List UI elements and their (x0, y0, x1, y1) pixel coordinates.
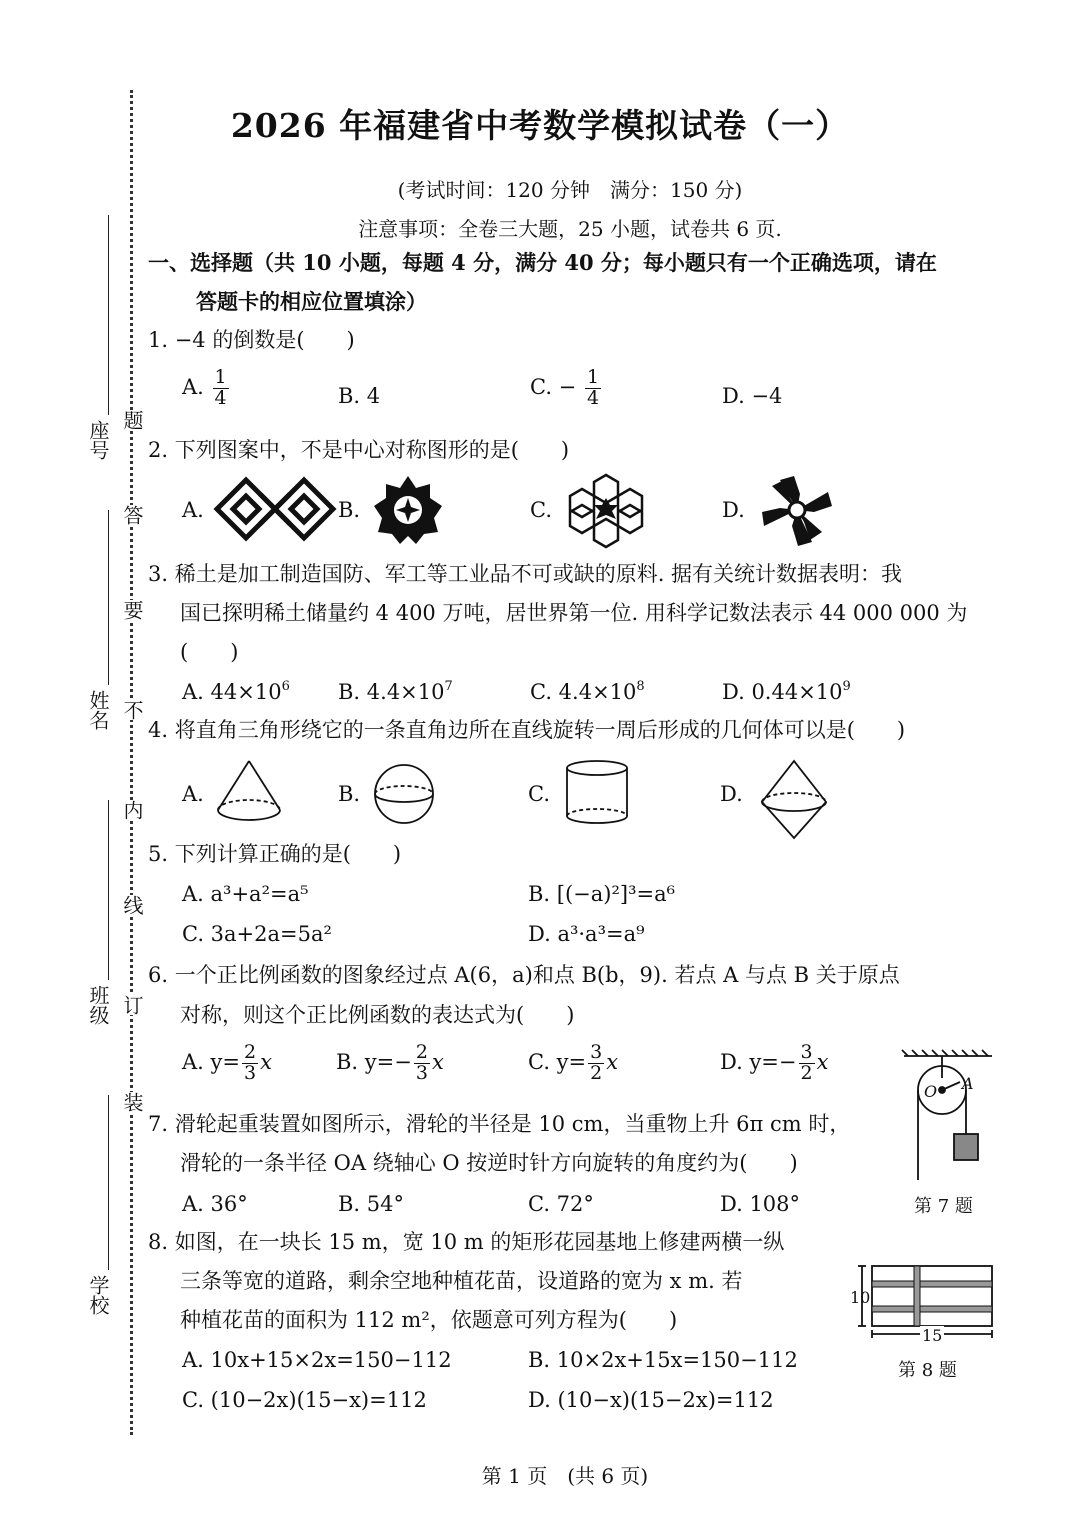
q1-option-c[interactable] (530, 368, 603, 409)
q6-c-label: C. y= (528, 1049, 587, 1074)
q6-a-var: x (260, 1049, 272, 1074)
q3-a-text: A. 44×10 (182, 680, 282, 704)
page-footer: 第 1 页 (共 6 页) (481, 1464, 649, 1488)
q6-option-b[interactable] (336, 1043, 444, 1084)
q6-b-label: B. y=− (336, 1049, 412, 1074)
q4-figure-b-sphere (372, 762, 436, 826)
q6-c-fraction: $\frac{3}{2}$ (590, 1041, 603, 1084)
q7-figure-caption: 第 7 题 (914, 1196, 973, 1217)
question-8-line3: 种植花苗的面积为 112 m²，依题意可列方程为( ) (180, 1308, 678, 1332)
q3-c-text: C. 4.4×10 (530, 680, 637, 704)
q3-option-a[interactable] (182, 680, 290, 704)
q6-a-fraction: $\frac{2}{3}$ (243, 1041, 257, 1084)
section-heading-cont: 答题卡的相应位置填涂） (196, 289, 427, 314)
q1-a-fraction: $\frac{1}{4}$ (214, 366, 227, 409)
question-7-line1: 7. 滑轮起重装置如图所示，滑轮的半径是 10 cm，当重物上升 6π cm 时， (148, 1112, 851, 1136)
question-7-line2: 滑轮的一条半径 OA 绕轴心 O 按逆时针方向旋转的角度约为( ) (180, 1151, 798, 1175)
school-underline (108, 1095, 109, 1270)
warning-char: 答 (118, 505, 147, 525)
q8-figure-caption: 第 8 题 (898, 1360, 957, 1381)
name-label: 姓名 (86, 690, 110, 730)
page-title: 2026 年福建省中考数学模拟试卷（一） (230, 106, 850, 145)
q2-option-c[interactable]: C. (530, 498, 552, 522)
q8-dim-width: 15 (922, 1326, 943, 1345)
q7-label-o: O (924, 1082, 938, 1101)
warning-char: 要 (118, 600, 147, 620)
q8-option-b[interactable]: B. 10×2x+15x=150−112 (528, 1348, 798, 1372)
q6-d-var: x (816, 1049, 829, 1074)
q7-option-b[interactable]: B. 54° (338, 1192, 405, 1216)
q7-option-d[interactable]: D. 108° (720, 1192, 801, 1216)
q5-option-b[interactable]: B. [(−a)²]³=a⁶ (528, 882, 676, 906)
q4-option-a[interactable]: A. (182, 782, 204, 806)
q4-figure-a-cone (214, 758, 284, 824)
q6-b-fraction: $\frac{2}{3}$ (415, 1041, 428, 1084)
question-6-line2: 对称，则这个正比例函数的表达式为( ) (180, 1003, 575, 1027)
q5-option-c[interactable]: C. 3a+2a=5a² (182, 922, 332, 946)
q2-figure-c-hexagons (566, 472, 646, 550)
q4-option-d[interactable]: D. (720, 782, 743, 806)
q3-option-c[interactable] (530, 680, 645, 704)
q6-d-label: D. y=− (720, 1049, 797, 1074)
q3-c-exp: 8 (636, 679, 645, 694)
question-8-line2: 三条等宽的道路，剩余空地种植花苗，设道路的宽为 x m. 若 (180, 1269, 743, 1293)
question-6-line1: 6. 一个正比例函数的图象经过点 A(6，a)和点 B(b，9). 若点 A 与点 B 关于原点 (148, 963, 900, 987)
q3-b-text: B. 4.4×10 (338, 680, 445, 704)
q6-a-label: A. y= (182, 1049, 240, 1074)
question-2-stem: 2. 下列图案中，不是中心对称图形的是( ) (148, 438, 570, 462)
warning-char: 装 (118, 1092, 147, 1112)
q2-option-d[interactable]: D. (722, 498, 745, 522)
section-heading: 一、选择题（共 10 小题，每题 4 分，满分 40 分；每小题只有一个正确选项，请在 (148, 250, 937, 275)
q4-figure-c-cylinder (564, 758, 630, 826)
q6-option-a[interactable] (182, 1043, 272, 1084)
q7-option-a[interactable]: A. 36° (182, 1192, 248, 1216)
seat-underline (108, 215, 109, 415)
exam-info: (考试时间：120 分钟 满分：150 分) (397, 178, 743, 202)
q3-option-d[interactable] (722, 680, 851, 704)
q1-c-label: C. − (530, 374, 577, 399)
warning-char: 线 (118, 895, 147, 915)
q3-d-text: D. 0.44×10 (722, 680, 843, 704)
class-label: 班级 (86, 985, 110, 1025)
q4-option-c[interactable]: C. (528, 782, 550, 806)
binding-dotted-line (130, 90, 133, 1435)
warning-char: 不 (118, 700, 147, 720)
q1-c-fraction: $\frac{1}{4}$ (586, 366, 600, 409)
q3-option-b[interactable] (338, 680, 453, 704)
question-1-stem: 1. −4 的倒数是( ) (148, 328, 355, 352)
q2-figure-b-star (372, 474, 444, 546)
q1-option-d[interactable]: D. −4 (722, 384, 783, 408)
q1-a-label: A. (182, 374, 204, 399)
q2-option-a[interactable]: A. (182, 498, 204, 522)
exam-notice: 注意事项：全卷三大题，25 小题，试卷共 6 页. (358, 217, 782, 241)
q7-figure-pulley (898, 1048, 998, 1188)
q5-option-a[interactable]: A. a³+a²=a⁵ (182, 882, 309, 906)
q6-d-fraction: $\frac{3}{2}$ (800, 1041, 813, 1084)
q6-c-var: x (606, 1049, 619, 1074)
seat-label: 座号 (86, 420, 110, 460)
q8-option-a[interactable]: A. 10x+15×2x=150−112 (182, 1348, 452, 1372)
school-label: 学校 (86, 1275, 110, 1315)
warning-char: 内 (118, 800, 147, 820)
q3-b-exp: 7 (444, 679, 453, 694)
q6-option-c[interactable] (528, 1043, 618, 1084)
q8-dim-height: 10 (850, 1288, 871, 1307)
q6-option-d[interactable] (720, 1043, 828, 1084)
q8-option-c[interactable]: C. (10−2x)(15−x)=112 (182, 1388, 427, 1412)
q3-d-exp: 9 (842, 679, 851, 694)
q2-figure-a-knot (213, 476, 338, 542)
q7-option-c[interactable]: C. 72° (528, 1192, 594, 1216)
name-underline (108, 510, 109, 685)
q7-label-a: A (962, 1074, 974, 1093)
warning-char: 题 (118, 410, 147, 430)
q4-option-b[interactable]: B. (338, 782, 361, 806)
q3-a-exp: 6 (281, 679, 290, 694)
q1-option-b[interactable]: B. 4 (338, 384, 381, 408)
q5-option-d[interactable]: D. a³·a³=a⁹ (528, 922, 645, 946)
q2-figure-d-pinwheel (760, 474, 834, 546)
question-3-line2: 国已探明稀土储量约 4 400 万吨，居世界第一位. 用科学记数法表示 44 000 000 为 (180, 601, 968, 625)
q6-b-var: x (431, 1049, 444, 1074)
class-underline (108, 800, 109, 980)
question-5-stem: 5. 下列计算正确的是( ) (148, 842, 402, 866)
question-8-line1: 8. 如图，在一块长 15 m，宽 10 m 的矩形花园基地上修建两横一纵 (148, 1230, 785, 1254)
q2-option-b[interactable]: B. (338, 498, 361, 522)
warning-char: 订 (118, 995, 147, 1015)
q4-figure-d-double-cone (758, 758, 830, 842)
question-3-line3: ( ) (180, 640, 239, 664)
q1-option-a[interactable] (182, 368, 231, 409)
question-4-stem: 4. 将直角三角形绕它的一条直角边所在直线旋转一周后形成的几何体可以是( ) (148, 718, 906, 742)
q8-option-d[interactable]: D. (10−x)(15−2x)=112 (528, 1388, 774, 1412)
question-3-line1: 3. 稀土是加工制造国防、军工等工业品不可或缺的原料. 据有关统计数据表明：我 (148, 562, 903, 586)
